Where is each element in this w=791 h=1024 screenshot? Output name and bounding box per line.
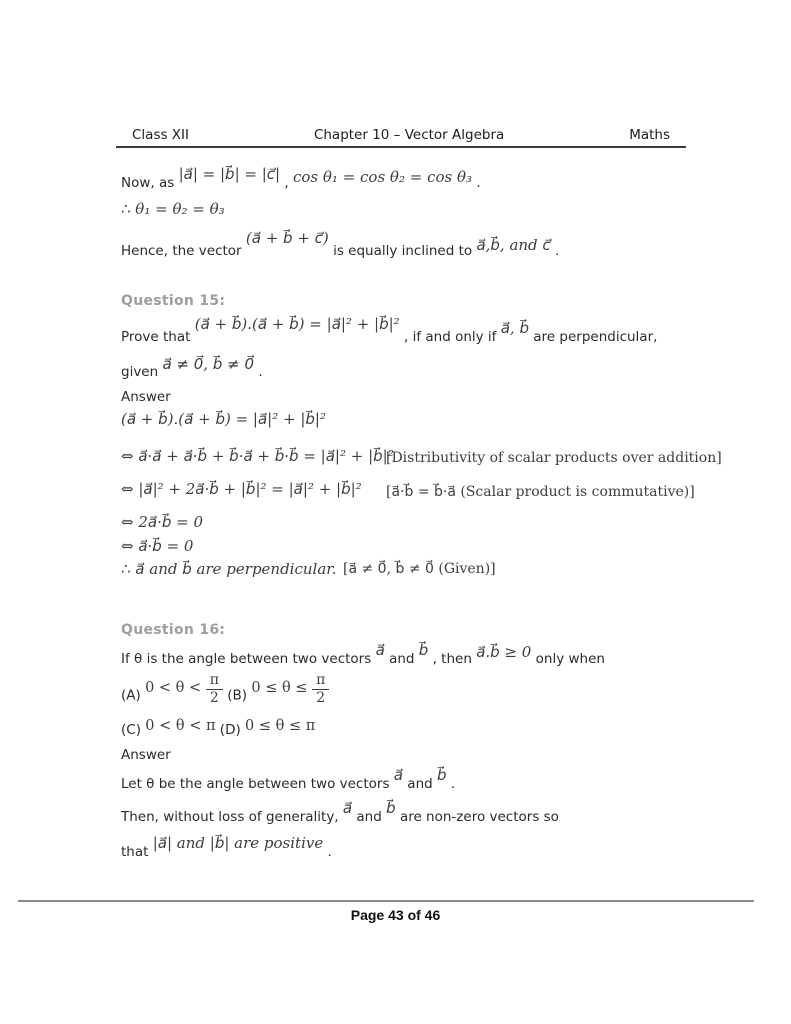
math-conclusion: ∴ a⃗ and b⃗ are perpendicular. — [121, 560, 337, 578]
answer-text: Answer — [121, 747, 171, 763]
question-16-heading — [121, 620, 225, 640]
math-prove-identity: (a⃗ + b⃗).(a⃗ + b⃗) = |a⃗|² + |b⃗|² — [194, 315, 400, 333]
equation-5 — [121, 536, 193, 557]
text-run: . — [554, 243, 560, 259]
text-run: , if and only if — [404, 329, 497, 345]
text-run: that — [121, 844, 149, 860]
q16-option-row-2 — [121, 716, 315, 740]
text-run: Then, without loss of generality, — [121, 809, 339, 825]
question-15-label: Question 15: — [121, 293, 226, 309]
text-run: are non-zero vectors so — [399, 809, 559, 825]
math-a-vector: a⃗ — [375, 641, 385, 659]
math-ab-vectors: a⃗, b⃗ — [500, 319, 529, 337]
annotation-commutative: [a⃗·b⃗ = b⃗·a⃗ (Scalar product is commutative)] — [386, 484, 695, 500]
math-cos-equal: cos θ₁ = cos θ₂ = cos θ₃ — [292, 168, 473, 186]
option-a-inequality: 0 < θ < — [145, 679, 202, 696]
line-hence — [121, 228, 559, 261]
option-b-math — [251, 672, 329, 706]
question-16-label: Question 16: — [121, 622, 226, 638]
text-run: Now, as — [121, 175, 175, 191]
text-run: . — [450, 776, 456, 792]
option-d-math: 0 ≤ θ ≤ π — [245, 718, 316, 734]
text-run: and — [407, 776, 433, 792]
text-run: only when — [535, 651, 605, 667]
text-run: are perpendicular, — [533, 329, 658, 345]
math-angles-equal: ∴ θ₁ = θ₂ = θ₃ — [121, 200, 225, 218]
equation-3-row — [121, 479, 695, 500]
page-header — [116, 127, 686, 148]
header-chapter-title: Chapter 10 – Vector Algebra — [313, 127, 505, 143]
text-run: Hence, the vector — [121, 243, 242, 259]
math-b-vector: b⃗ — [437, 766, 447, 784]
math-magnitudes-equal: |a⃗| = |b⃗| = |c⃗| — [178, 165, 281, 183]
fraction-denominator: 2 — [316, 689, 326, 706]
option-a-label: (A) — [121, 687, 141, 704]
option-b-inequality: 0 ≤ θ ≤ — [251, 679, 308, 696]
text-run: Let θ be the angle between two vectors — [121, 776, 390, 792]
text-run: and — [356, 809, 382, 825]
line-given — [121, 354, 263, 382]
option-b-label: (B) — [227, 687, 248, 704]
math-eq4: ⇔ 2a⃗·b⃗ = 0 — [121, 513, 204, 531]
page-number: Page 43 of 46 — [350, 907, 441, 923]
option-c-label: (C) — [121, 722, 141, 738]
conclusion-row — [121, 559, 496, 580]
text-run: Prove that — [121, 329, 191, 345]
equation-2-row — [121, 446, 722, 467]
text-run: . — [327, 844, 332, 860]
equation-4 — [121, 512, 203, 533]
option-a-math — [145, 672, 223, 706]
math-sum-vector: (a⃗ + b⃗ + c⃗) — [245, 229, 329, 247]
math-nonzero-condition: a⃗ ≠ 0⃗, b⃗ ≠ 0⃗ — [162, 355, 255, 373]
line-therefore-angles — [121, 199, 225, 220]
text-run: . — [476, 175, 481, 191]
text-run: given — [121, 364, 159, 380]
math-a-vector: a⃗ — [342, 799, 353, 817]
annotation-given: [a⃗ ≠ 0⃗, b⃗ ≠ 0⃗ (Given)] — [343, 561, 496, 577]
math-magnitudes-positive: |a⃗| and |b⃗| are positive — [152, 834, 324, 852]
question-15-heading — [121, 291, 225, 311]
text-run: and — [389, 651, 415, 667]
fraction-numerator: π — [312, 673, 329, 690]
header-subject: Maths — [629, 127, 670, 143]
header-class: Class XII — [132, 127, 190, 143]
answer-label-q16 — [121, 745, 171, 765]
option-d-label: (D) — [219, 722, 241, 738]
line-then-wlog — [121, 798, 559, 827]
fraction-pi-over-2 — [312, 673, 329, 705]
answer-label-q15 — [121, 387, 171, 407]
line-that-positive — [121, 833, 332, 862]
text-run: is equally inclined to — [333, 243, 473, 259]
math-eq3: ⇔ |a⃗|² + 2a⃗·b⃗ + |b⃗|² = |a⃗|² + |b⃗|² — [121, 480, 362, 498]
text-run: , — [284, 175, 289, 191]
math-eq1: (a⃗ + b⃗).(a⃗ + b⃗) = |a⃗|² + |b⃗|² — [121, 410, 326, 428]
footer-rule — [18, 900, 754, 902]
line-prove-that — [121, 314, 657, 347]
math-eq5: ⇔ a⃗·b⃗ = 0 — [121, 537, 194, 555]
math-abc-vectors: a⃗,b⃗, and c⃗ — [476, 236, 551, 254]
math-b-vector: b⃗ — [418, 641, 429, 659]
math-dot-product-ge-zero: a⃗.b⃗ ≥ 0 — [476, 643, 532, 661]
text-run: If θ is the angle between two vectors — [121, 651, 372, 667]
text-run: , then — [432, 651, 472, 667]
line-now-as — [121, 164, 481, 193]
math-eq2: ⇔ a⃗·a⃗ + a⃗·b⃗ + b⃗·a⃗ + b⃗·b⃗ = |a⃗|² + |b⃗|² — [121, 447, 394, 465]
line-q16-intro — [121, 640, 605, 669]
option-c-math: 0 < θ < π — [145, 718, 216, 734]
fraction-numerator: π — [206, 673, 223, 690]
annotation-distributivity: [Distributivity of scalar products over addition] — [386, 450, 722, 466]
math-a-vector: a⃗ — [393, 766, 403, 784]
answer-text: Answer — [121, 389, 171, 405]
q16-option-row-1 — [121, 673, 329, 706]
fraction-pi-over-2 — [206, 673, 223, 705]
equation-1 — [121, 409, 326, 430]
text-run: . — [258, 364, 263, 380]
line-let-theta — [121, 765, 455, 794]
fraction-denominator: 2 — [209, 689, 219, 706]
math-b-vector: b⃗ — [386, 799, 396, 817]
